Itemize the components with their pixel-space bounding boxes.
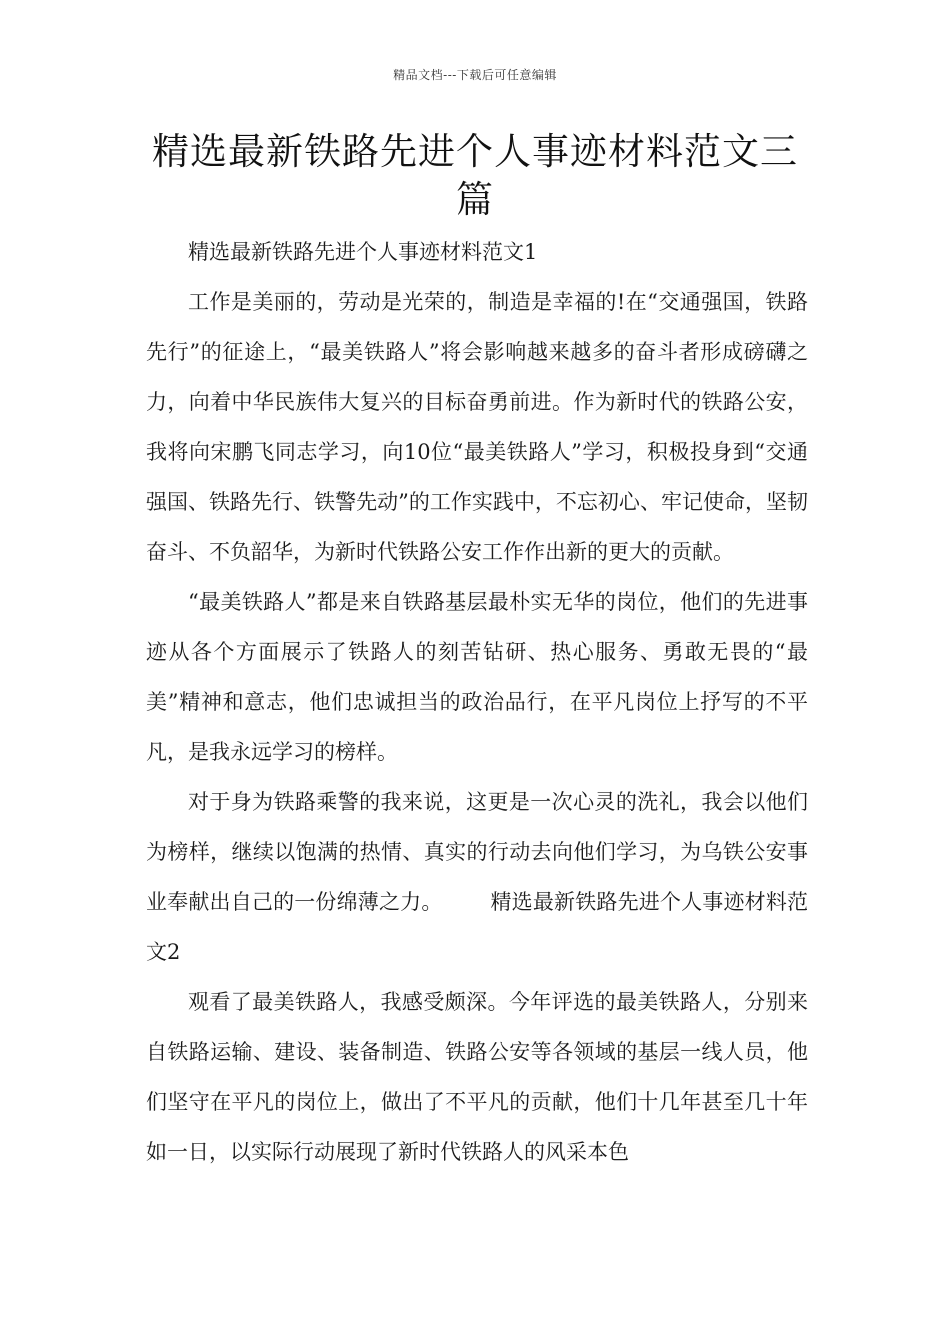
paragraph-1: 工作是美丽的，劳动是光荣的，制造是幸福的!在“交通强国，铁路先行”的征途上，“最美铁路人”将会影响越来越多的奋斗者形成磅礴之力，向着中华民族伟大复兴的目标奋勇前进。作为新时代的铁路公安，我将向宋鹏飞同志学习，向10位“最美铁路人”学习，积极投身到“交通强国、铁路先行、铁警先动”的工作实践中，不忘初心、牢记使命，坚韧奋斗、不负韶华，为新时代铁路公安工作作出新的更大的贡献。 [146,290,808,564]
section-heading-1: 精选最新铁路先进个人事迹材料范文1 [188,240,538,264]
paragraph-3-text: 对于身为铁路乘警的我来说，这更是一次心灵的洗礼，我会以他们为榜样，继续以饱满的热情、真实的行动去向他们学习，为乌铁公安事业奉献出自己的一份绵薄之力。 [146,790,808,914]
document-title: 精选最新铁路先进个人事迹材料范文三篇 [152,130,798,221]
document-body [146,227,808,1177]
section-heading-2: 精选最新铁路先进个人事迹材料范文2 [146,890,808,964]
paragraph-3 [146,777,808,977]
header-note: 精品文档---下载后可任意编辑 [393,68,557,82]
paragraph-2: “最美铁路人”都是来自铁路基层最朴实无华的岗位，他们的先进事迹从各个方面展示了铁路人的刻苦钻研、热心服务、勇敢无畏的“最美”精神和意志，他们忠诚担当的政治品行，在平凡岗位上抒写的不平凡，是我永远学习的榜样。 [146,590,808,764]
paragraph-4: 观看了最美铁路人，我感受颇深。今年评选的最美铁路人，分别来自铁路运输、建设、装备制造、铁路公安等各领域的基层一线人员，他们坚守在平凡的岗位上，做出了不平凡的贡献，他们十几年甚至几十年如一日，以实际行动展现了新时代铁路人的风采本色 [146,990,808,1164]
